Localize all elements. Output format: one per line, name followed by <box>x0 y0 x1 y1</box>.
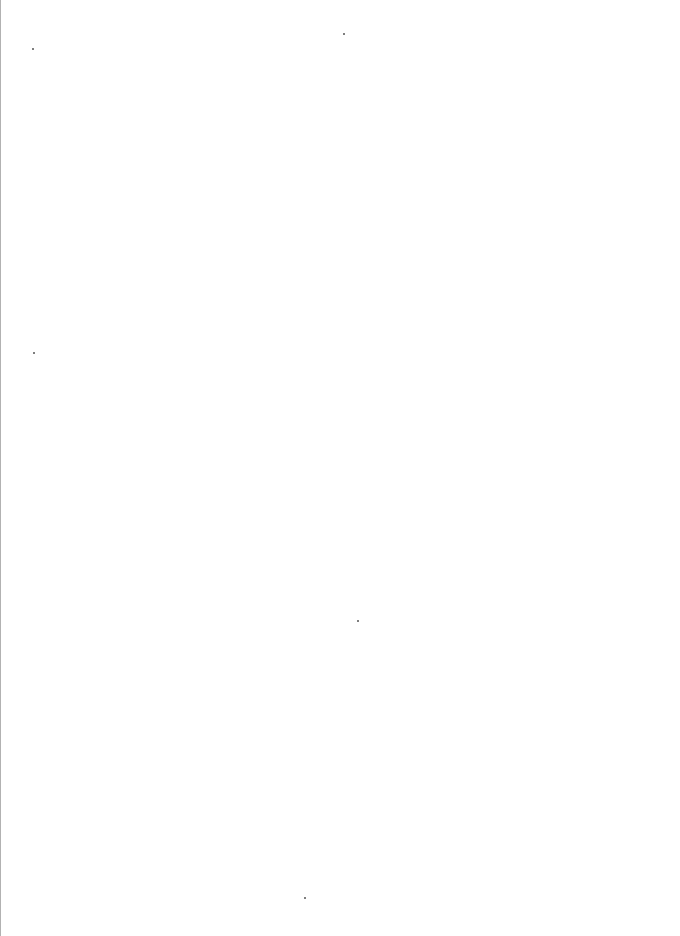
scan-speck <box>304 897 306 899</box>
scan-speck <box>343 33 345 35</box>
page-left-edge <box>0 0 2 936</box>
scan-speck <box>33 352 35 354</box>
scan-speck <box>32 48 34 50</box>
scan-speck <box>357 620 359 622</box>
